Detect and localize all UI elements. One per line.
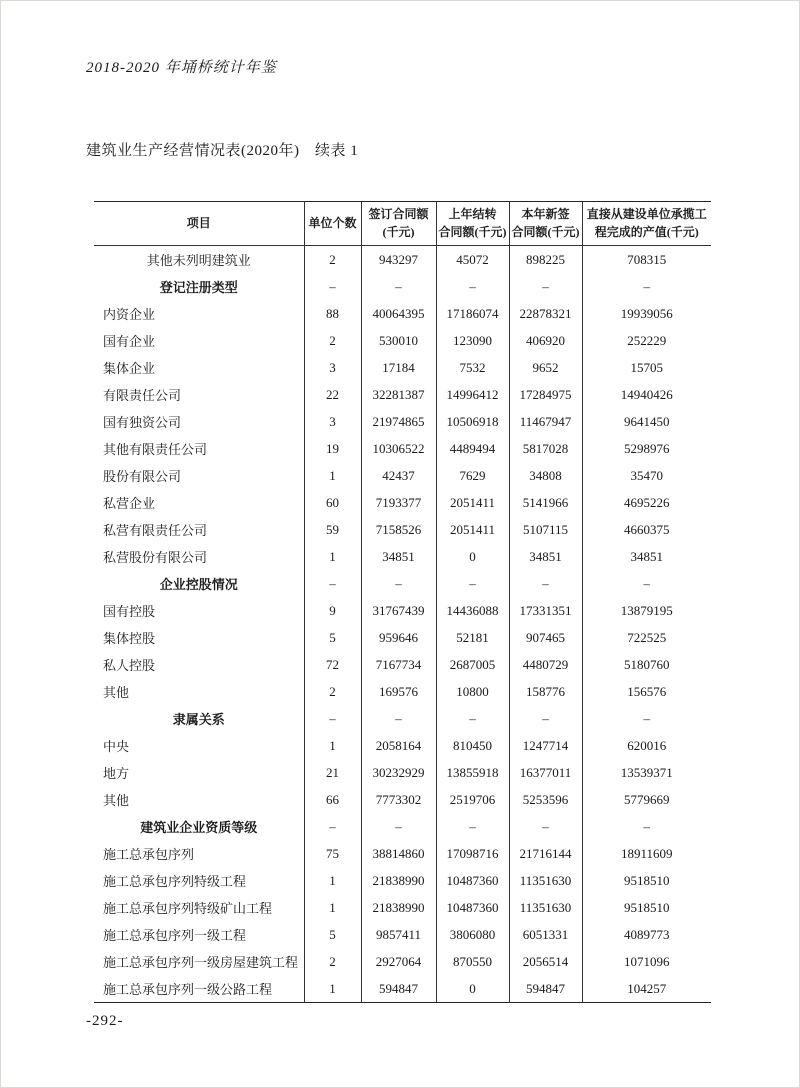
- row-value-cell: 14940426: [620, 386, 673, 402]
- table-row: [94, 732, 711, 759]
- row-value-cell: 52181: [436, 624, 509, 651]
- row-item-label: 其他未列明建筑业: [94, 246, 304, 274]
- row-value-cell: 21: [304, 759, 361, 786]
- row-value-cell: 0: [436, 975, 509, 1003]
- header-row: [94, 202, 711, 246]
- table-row: [94, 921, 711, 948]
- row-value-cell: 1: [304, 543, 361, 570]
- row-value-cell: 21716144: [509, 840, 582, 867]
- row-value-cell: 19939056: [620, 305, 673, 321]
- column-header-signed-contract: 签订合同额 (千元): [361, 202, 436, 246]
- row-value-cell: 1247714: [509, 732, 582, 759]
- row-value-cell: –: [436, 273, 509, 300]
- row-value-cell: 530010: [361, 327, 436, 354]
- statistics-table: [94, 201, 711, 1003]
- row-value-cell: 7532: [436, 354, 509, 381]
- row-value-cell: 18911609: [620, 845, 673, 861]
- row-value-cell: 5779669: [624, 791, 670, 807]
- row-value-cell: 2: [304, 246, 361, 274]
- group-row: [94, 273, 711, 300]
- row-value-cell: 2051411: [436, 489, 509, 516]
- row-value-cell: 620016: [627, 737, 667, 753]
- row-value-cell: 5: [304, 921, 361, 948]
- row-value-cell: –: [509, 813, 582, 840]
- row-value-cell: 45072: [436, 246, 509, 274]
- row-value-cell: –: [436, 813, 509, 840]
- column-header-carried-over: 上年结转 合同额(千元): [436, 202, 509, 246]
- row-item-label: 有限责任公司: [94, 381, 304, 408]
- row-value-cell: 34851: [630, 548, 663, 564]
- row-value-cell: –: [304, 705, 361, 732]
- row-value-cell: 10487360: [436, 894, 509, 921]
- row-value-cell: 34851: [509, 543, 582, 570]
- row-value-cell: 2: [304, 327, 361, 354]
- row-value-cell: 722525: [627, 629, 667, 645]
- table-row: [94, 354, 711, 381]
- table-row: [94, 759, 711, 786]
- row-value-cell: 0: [436, 543, 509, 570]
- row-value-cell: 13879195: [620, 602, 673, 618]
- row-value-cell: 9652: [509, 354, 582, 381]
- row-value-cell: 1: [304, 867, 361, 894]
- row-value-cell: 10306522: [361, 435, 436, 462]
- row-value-cell: 7629: [436, 462, 509, 489]
- row-value-cell: 2051411: [436, 516, 509, 543]
- row-item-label: 其他: [94, 678, 304, 705]
- row-value-cell: 4480729: [509, 651, 582, 678]
- row-value-cell: –: [509, 705, 582, 732]
- row-value-cell: 35470: [630, 467, 663, 483]
- row-item-label: 其他: [94, 786, 304, 813]
- row-value-cell: 810450: [436, 732, 509, 759]
- row-item-label: 私营有限责任公司: [94, 516, 304, 543]
- row-value-cell: 1: [304, 462, 361, 489]
- row-value-cell: 21838990: [361, 867, 436, 894]
- table-row: [94, 543, 711, 570]
- row-item-label: 建筑业企业资质等级: [94, 813, 304, 840]
- row-value-cell: 2: [304, 948, 361, 975]
- row-value-cell: 34808: [509, 462, 582, 489]
- row-value-cell: 9641450: [624, 413, 670, 429]
- row-value-cell: 17284975: [509, 381, 582, 408]
- row-value-cell: 2058164: [361, 732, 436, 759]
- row-value-cell: 14996412: [436, 381, 509, 408]
- yearbook-header: 2018-2020 年埇桥统计年鉴: [86, 60, 277, 76]
- table-row: [94, 300, 711, 327]
- row-value-cell: 17098716: [436, 840, 509, 867]
- row-value-cell: 16377011: [509, 759, 582, 786]
- row-value-cell: 17184: [361, 354, 436, 381]
- row-value-cell: 898225: [509, 246, 582, 274]
- row-value-cell: 5107115: [509, 516, 582, 543]
- row-item-label: 企业控股情况: [94, 570, 304, 597]
- row-item-label: 集体控股: [94, 624, 304, 651]
- row-item-label: 施工总承包序列: [94, 840, 304, 867]
- row-value-cell: 708315: [627, 251, 667, 267]
- row-value-cell: 9: [304, 597, 361, 624]
- row-value-cell: 11351630: [509, 894, 582, 921]
- row-value-cell: 1071096: [624, 953, 670, 969]
- row-value-cell: 72: [304, 651, 361, 678]
- row-value-cell: 158776: [509, 678, 582, 705]
- row-value-cell: 10487360: [436, 867, 509, 894]
- row-item-label: 私人控股: [94, 651, 304, 678]
- row-value-cell: 156576: [627, 683, 667, 699]
- row-item-label: 中央: [94, 732, 304, 759]
- table-row: [94, 894, 711, 921]
- row-value-cell: 252229: [627, 332, 667, 348]
- row-value-cell: 2927064: [361, 948, 436, 975]
- row-value-cell: –: [643, 818, 650, 834]
- row-value-cell: 42437: [361, 462, 436, 489]
- row-item-label: 登记注册类型: [94, 273, 304, 300]
- row-value-cell: 7158526: [361, 516, 436, 543]
- row-item-label: 国有独资公司: [94, 408, 304, 435]
- row-value-cell: 38814860: [361, 840, 436, 867]
- row-value-cell: 9857411: [361, 921, 436, 948]
- column-header-direct-output: 直接从建设单位承揽工 程完成的产值(千元): [582, 202, 711, 246]
- row-value-cell: 88: [304, 300, 361, 327]
- row-value-cell: –: [304, 570, 361, 597]
- row-value-cell: 959646: [361, 624, 436, 651]
- table-row: [94, 408, 711, 435]
- row-value-cell: 30232929: [361, 759, 436, 786]
- row-item-label: 施工总承包序列一级工程: [94, 921, 304, 948]
- row-value-cell: 66: [304, 786, 361, 813]
- row-value-cell: –: [509, 273, 582, 300]
- row-value-cell: 5817028: [509, 435, 582, 462]
- row-value-cell: –: [643, 575, 650, 591]
- row-value-cell: 5141966: [509, 489, 582, 516]
- row-value-cell: –: [361, 705, 436, 732]
- table-row: [94, 786, 711, 813]
- row-item-label: 集体企业: [94, 354, 304, 381]
- row-value-cell: 870550: [436, 948, 509, 975]
- row-value-cell: 104257: [627, 980, 667, 996]
- row-value-cell: 594847: [509, 975, 582, 1003]
- row-value-cell: 7773302: [361, 786, 436, 813]
- table-row: [94, 597, 711, 624]
- row-value-cell: 17331351: [509, 597, 582, 624]
- row-value-cell: 13855918: [436, 759, 509, 786]
- row-value-cell: –: [436, 570, 509, 597]
- row-value-cell: 13539371: [620, 764, 673, 780]
- table-row: [94, 462, 711, 489]
- row-item-label: 施工总承包序列一级房屋建筑工程: [94, 948, 304, 975]
- table-row: [94, 489, 711, 516]
- row-value-cell: –: [509, 570, 582, 597]
- table-row: [94, 435, 711, 462]
- row-value-cell: 123090: [436, 327, 509, 354]
- row-value-cell: 1: [304, 732, 361, 759]
- row-value-cell: 22: [304, 381, 361, 408]
- table-title: 建筑业生产经营情况表(2020年) 续表 1: [86, 143, 359, 159]
- row-value-cell: 9518510: [624, 899, 670, 915]
- row-value-cell: 10800: [436, 678, 509, 705]
- row-value-cell: –: [361, 570, 436, 597]
- row-value-cell: 5: [304, 624, 361, 651]
- row-value-cell: 59: [304, 516, 361, 543]
- group-row: [94, 705, 711, 732]
- row-value-cell: –: [304, 813, 361, 840]
- table-row: [94, 678, 711, 705]
- row-value-cell: 3: [304, 354, 361, 381]
- row-value-cell: 1: [304, 894, 361, 921]
- table-row: [94, 840, 711, 867]
- row-value-cell: 1: [304, 975, 361, 1003]
- row-value-cell: 4695226: [624, 494, 670, 510]
- row-value-cell: –: [436, 705, 509, 732]
- row-value-cell: 11467947: [509, 408, 582, 435]
- row-value-cell: 6051331: [509, 921, 582, 948]
- row-item-label: 国有企业: [94, 327, 304, 354]
- row-value-cell: 5253596: [509, 786, 582, 813]
- table-row: [94, 516, 711, 543]
- row-value-cell: –: [643, 710, 650, 726]
- page-number: -292-: [86, 1013, 124, 1029]
- row-value-cell: 22878321: [509, 300, 582, 327]
- row-value-cell: 14436088: [436, 597, 509, 624]
- row-item-label: 隶属关系: [94, 705, 304, 732]
- row-value-cell: 34851: [361, 543, 436, 570]
- column-header-item: 项目: [94, 202, 304, 246]
- row-value-cell: 40064395: [361, 300, 436, 327]
- row-item-label: 私营企业: [94, 489, 304, 516]
- row-value-cell: 2: [304, 678, 361, 705]
- row-value-cell: 5180760: [624, 656, 670, 672]
- column-header-unit-count: 单位个数: [304, 202, 361, 246]
- row-value-cell: 943297: [361, 246, 436, 274]
- row-value-cell: 169576: [361, 678, 436, 705]
- table-row: [94, 381, 711, 408]
- row-value-cell: 32281387: [361, 381, 436, 408]
- table-body: [94, 246, 711, 1003]
- group-row: [94, 813, 711, 840]
- row-item-label: 私营股份有限公司: [94, 543, 304, 570]
- row-value-cell: 406920: [509, 327, 582, 354]
- row-value-cell: 10506918: [436, 408, 509, 435]
- row-value-cell: 2519706: [436, 786, 509, 813]
- row-item-label: 国有控股: [94, 597, 304, 624]
- row-value-cell: 9518510: [624, 872, 670, 888]
- row-item-label: 施工总承包序列特级工程: [94, 867, 304, 894]
- row-value-cell: –: [361, 813, 436, 840]
- row-value-cell: 19: [304, 435, 361, 462]
- row-value-cell: 15705: [630, 359, 663, 375]
- row-value-cell: 21838990: [361, 894, 436, 921]
- row-value-cell: –: [361, 273, 436, 300]
- row-item-label: 其他有限责任公司: [94, 435, 304, 462]
- row-item-label: 股份有限公司: [94, 462, 304, 489]
- row-item-label: 内资企业: [94, 300, 304, 327]
- row-item-label: 地方: [94, 759, 304, 786]
- row-value-cell: 75: [304, 840, 361, 867]
- column-header-new-signed: 本年新签 合同额(千元): [509, 202, 582, 246]
- row-value-cell: 11351630: [509, 867, 582, 894]
- row-value-cell: 594847: [361, 975, 436, 1003]
- table-row: [94, 624, 711, 651]
- row-item-label: 施工总承包序列特级矿山工程: [94, 894, 304, 921]
- row-value-cell: –: [643, 278, 650, 294]
- table-row: [94, 867, 711, 894]
- group-row: [94, 570, 711, 597]
- row-value-cell: 4089773: [624, 926, 670, 942]
- row-value-cell: 907465: [509, 624, 582, 651]
- row-value-cell: 4489494: [436, 435, 509, 462]
- row-value-cell: 7193377: [361, 489, 436, 516]
- row-value-cell: 17186074: [436, 300, 509, 327]
- table-row: [94, 948, 711, 975]
- row-value-cell: 2687005: [436, 651, 509, 678]
- row-value-cell: 31767439: [361, 597, 436, 624]
- row-value-cell: 4660375: [624, 521, 670, 537]
- row-value-cell: 5298976: [624, 440, 670, 456]
- table-row: [94, 246, 711, 274]
- row-value-cell: 21974865: [361, 408, 436, 435]
- table-row: [94, 651, 711, 678]
- table-row: [94, 327, 711, 354]
- table-row: [94, 975, 711, 1003]
- row-value-cell: 3: [304, 408, 361, 435]
- row-value-cell: 3806080: [436, 921, 509, 948]
- row-value-cell: 7167734: [361, 651, 436, 678]
- row-value-cell: 2056514: [509, 948, 582, 975]
- row-value-cell: –: [304, 273, 361, 300]
- table-header: [94, 202, 711, 246]
- row-item-label: 施工总承包序列一级公路工程: [94, 975, 304, 1003]
- row-value-cell: 60: [304, 489, 361, 516]
